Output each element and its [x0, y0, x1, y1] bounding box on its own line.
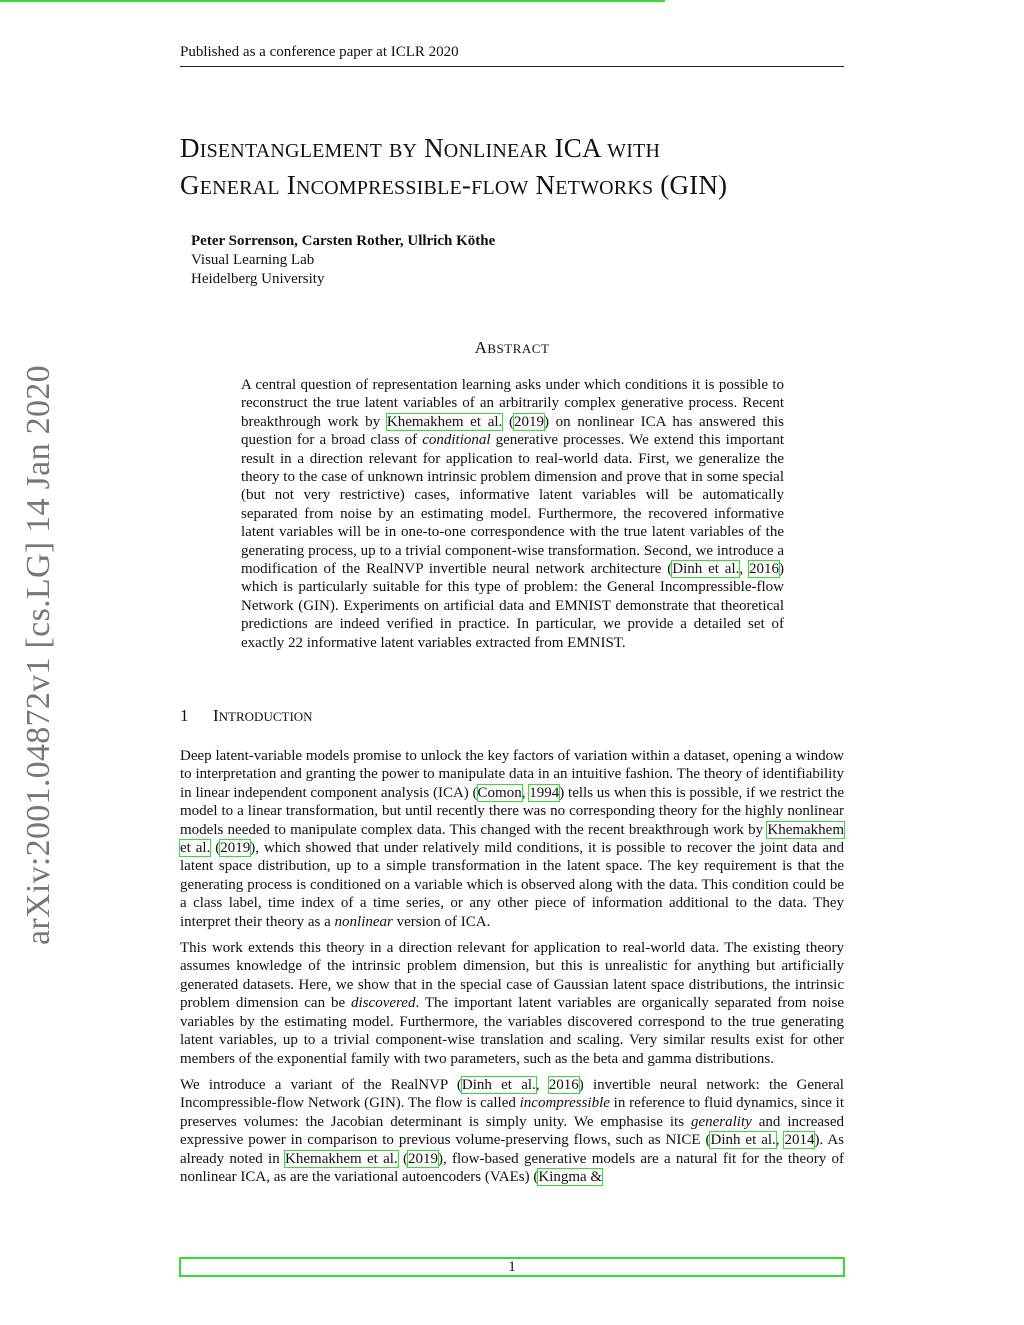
author-university: Heidelberg University: [191, 271, 325, 287]
section-heading-introduction: 1 INTRODUCTION: [180, 706, 313, 725]
citation-link[interactable]: Dinh et al.: [461, 1076, 536, 1093]
title-line-2: GENERAL INCOMPRESSIBLE-FLOW NETWORKS (GIN): [180, 170, 728, 200]
author-block: [191, 232, 495, 289]
abstract-text: A central question of representation learning asks under which conditions it is possible to reconstruct the true latent variables of an arbitrarily complex generative process. Recent breakthrough work by Khemakhem et al. (2019) on nonlinear ICA has answered this question for a broad class of conditional generative processes. We extend this important result in a direction relevant for application to real-world data. First, we generalize the theory to the case of unknown intrinsic problem dimension and prove that in some special (but not very restrictive) cases, informative latent variables will be automatically separated from noise by an estimating model. Furthermore, the recovered informative latent variables will be in one-to-one correspondence with the true latent variables of the generating process, up to a trivial component-wise transformation. Second, we introduce a modification of the RealNVP invertible neural network architecture (Dinh et al., 2016) which is particularly suitable for this type of problem: the General Incompressible-flow Network (GIN). Experiments on artificial data and EMNIST demonstrate that theoretical predictions are indeed verified in practice. In particular, we provide a detailed set of exactly 22 informative latent variables extracted from EMNIST.: [241, 377, 785, 651]
header-rule: [180, 66, 844, 67]
citation-link[interactable]: 2019: [513, 413, 544, 430]
citation-link[interactable]: 2019: [220, 840, 251, 857]
running-header: Published as a conference paper at ICLR 2020: [180, 44, 459, 60]
citation-link[interactable]: Comon: [477, 784, 522, 801]
citation-link[interactable]: Dinh et al.: [672, 561, 740, 578]
author-lab: Visual Learning Lab: [191, 252, 315, 268]
citation-link[interactable]: Khemakhem et al.: [285, 1150, 398, 1167]
abstract-heading: ABSTRACT: [474, 338, 550, 357]
title-line-1: DISENTANGLEMENT BY NONLINEAR ICA WITH: [180, 133, 661, 163]
page-number[interactable]: 1: [179, 1257, 845, 1277]
citation-link[interactable]: 1994: [529, 784, 560, 801]
citation-link[interactable]: Kingma &: [538, 1168, 603, 1185]
paragraph: Deep latent-variable models promise to unlock the key factors of variation within a dataset, opening a window to interpretation and granting the power to manipulate data in an intuitive fashion. The theory of identifiability in linear independent component analysis (ICA) (Comon, 1994) tells us when this is possible, if we restrict the model to a linear transformation, but until recently there was no corresponding theory for the highly nonlinear models needed to manipulate complex data. This changed with the recent breakthrough work by Khemakhem et al. (2019), which showed that under relatively mild conditions, it is possible to recover the joint data and latent space distribution, up to a simple transformation in the latent space. The key requirement is that the generating process is conditioned on a variable which is observed along with the data. This condition could be a class label, time index of a time series, or any other piece of information additional to the data. They interpret their theory as a nonlinear version of ICA.: [180, 748, 845, 930]
introduction-body: [180, 747, 844, 1194]
citation-link[interactable]: 2014: [784, 1132, 815, 1149]
citation-link[interactable]: Khemakhem et al.: [180, 821, 844, 857]
paragraph: This work extends this theory in a direction relevant for application to real-world data. The existing theory assumes knowledge of the intrinsic problem dimension, but this is unrealistic for anything but artificially generated datasets. Here, we show that in the special case of Gaussian latent space distributions, the intrinsic problem dimension can be discovered. The important latent variables are organically separated from noise variables by the estimating model. Furthermore, the variables discovered correspond to the true generating latent variables, up to a trivial component-wise translation and scaling. Very similar results exist for other members of the exponential family with two parameters, such as the beta and gamma distributions.: [180, 940, 844, 1067]
citation-link[interactable]: 2016: [548, 1076, 579, 1093]
citation-link[interactable]: Dinh et al.: [710, 1132, 776, 1149]
paragraph: We introduce a variant of the RealNVP (Dinh et al., 2016) invertible neural network: the General Incompressible-flow Network (GIN). The flow is called incompressible in reference to fluid dynamics, since it preserves volumes: the Jacobian determinant is simply unity. We emphasise its generality and increased expressive power in comparison to previous volume-preserving flows, such as NICE (Dinh et al., 2014). As already noted in Khemakhem et al. (2019), flow-based generative models are a natural fit for the theory of nonlinear ICA, as are the variational autoencoders (VAEs) (Kingma &: [180, 1076, 845, 1185]
citation-link[interactable]: 2019: [407, 1150, 438, 1167]
citation-link[interactable]: Khemakhem et al.: [386, 413, 503, 430]
paper-title: [180, 131, 860, 205]
author-names: Peter Sorrenson, Carsten Rother, Ullrich Köthe: [191, 233, 496, 249]
citation-link[interactable]: 2016: [749, 561, 780, 578]
arxiv-stamp: arXiv:2001.04872v1 [cs.LG] 14 Jan 2020: [20, 365, 57, 945]
top-progress-bar: [0, 0, 665, 2]
